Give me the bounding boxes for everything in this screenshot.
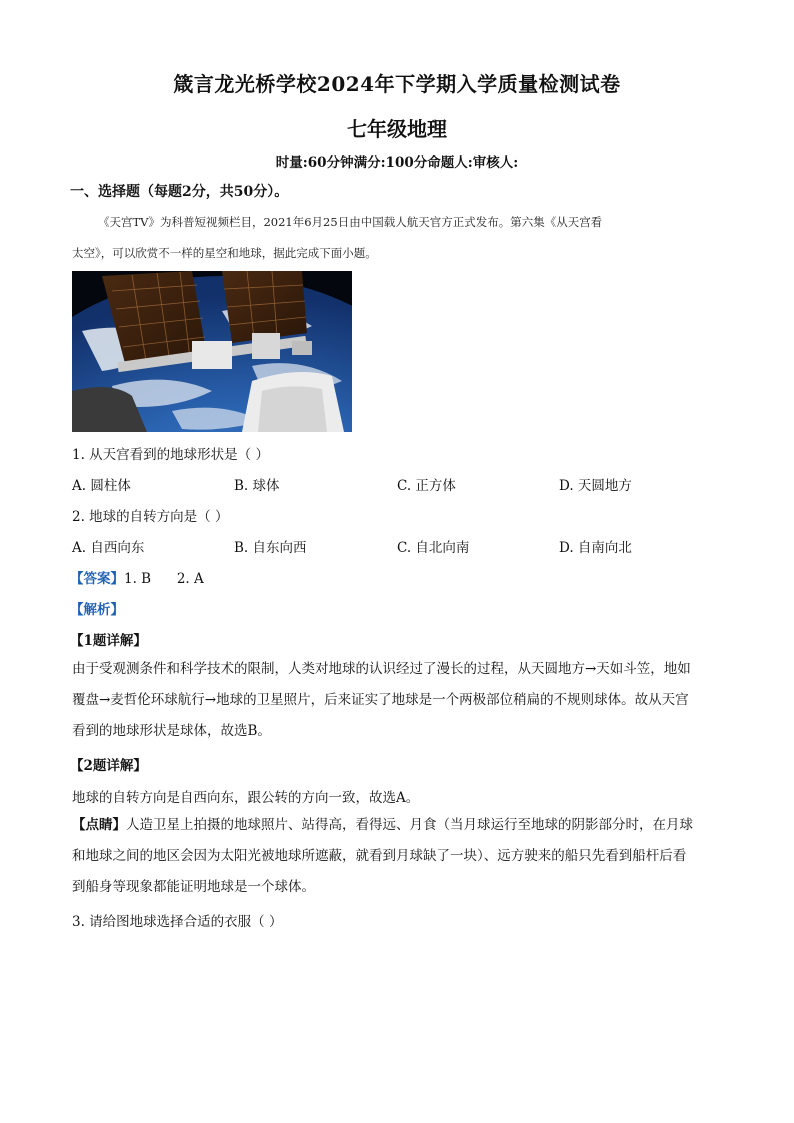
analysis-label: 【解析】 [70,602,124,618]
tip-line-2: 和地球之间的地区会因为太阳光被地球所遮蔽，就看到月球缺了一块）、远方驶来的船只先看到船杆后看 [72,848,687,864]
q2-option-d[interactable]: D. 自南向北 [559,540,632,556]
section-title: 一、选择题（每题2分，共50分）。 [70,184,289,200]
space-station-photo [72,271,352,432]
q1-option-b[interactable]: B. 球体 [234,478,280,494]
question-3-stem: 3. 请给图地球选择合适的衣服（ ） [72,914,283,930]
detail-1-line-1: 由于受观测条件和科学技术的限制，人类对地球的认识经过了漫长的过程，从天圆地方→天如斗笠，地如 [72,661,691,677]
q2-option-b[interactable]: B. 自东向西 [234,540,307,556]
q2-option-c[interactable]: C. 自北向南 [397,540,470,556]
detail-1-line-2: 覆盘→麦哲伦环球航行→地球的卫星照片，后来证实了地球是一个两极部位稍扁的不规则球体。故从天宫 [72,692,689,708]
tip-line-1-text: 人造卫星上拍摄的地球照片、站得高，看得远、月食（当月球运行至地球的阴影部分时，在月球 [126,817,693,833]
question-1-stem: 1. 从天宫看到的地球形状是（ ） [72,447,269,463]
tip-line-3: 到船身等现象都能证明地球是一个球体。 [72,879,315,895]
question-2-stem: 2. 地球的自转方向是（ ） [72,509,229,525]
q1-option-c[interactable]: C. 正方体 [397,478,456,494]
detail-2-label: 【2题详解】 [70,758,147,774]
answer-line [70,567,204,587]
intro-line-2: 太空》，可以欣赏不一样的星空和地球，据此完成下面小题。 [72,246,377,260]
exam-subtitle: 七年级地理 [347,117,447,141]
tip-line-1 [72,810,724,841]
detail-1-line-3: 看到的地球形状是球体，故选B。 [72,723,271,739]
detail-2-text: 地球的自转方向是自西向东，跟公转的方向一致，故选A。 [72,790,420,806]
q1-option-d[interactable]: D. 天圆地方 [559,478,632,494]
tip-label: 【点睛】 [72,817,126,833]
answer-text: 1. B 2. A [124,571,204,587]
detail-1-text [72,654,724,747]
detail-1-label: 【1题详解】 [70,633,147,649]
intro-line-1: 《天宫TV》为科普短视频栏目，2021年6月25日由中国载人航天官方正式发布。第六集《从天宫看 [98,215,603,229]
exam-title: 箴言龙光桥学校2024年下学期入学质量检测试卷 [173,72,621,96]
q1-option-a[interactable]: A. 圆柱体 [72,478,131,494]
q2-option-a[interactable]: A. 自西向东 [72,540,145,556]
answer-label: 【答案】 [70,571,124,587]
exam-meta: 时量:60分钟满分:100分命题人:审核人: [275,155,519,171]
tip-text [72,810,724,903]
